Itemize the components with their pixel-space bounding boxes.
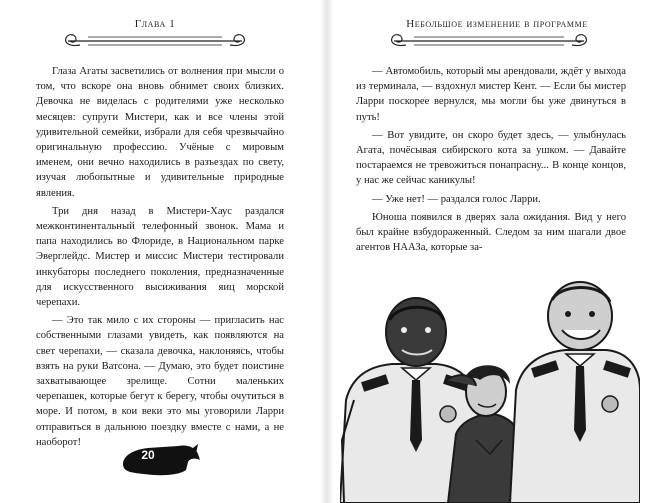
paragraph: — Уже нет! — раздался голос Ларри. [372, 193, 541, 205]
paragraph: — Автомобиль, который мы арендовали, ждёт у выхода из терминала, — вздохнул мистер Кент. — Если бы мистер Ларри поскорее вернулся, мы могли бы уже двинуться в путь! [356, 66, 626, 123]
left-body-text [36, 64, 284, 453]
running-head-right: Небольшое изменение в программе [406, 18, 588, 30]
running-head-left: Глава 1 [134, 18, 176, 30]
paragraph: — Это так мило с их стороны — пригласить нас собственными глазами увидеть, как появляются на свет черепахи, — сказала девочка, наклоняясь, чтобы взять на руки Ватсона. — Думаю, это будет поистине захватывающее зрелище. Сотни маленьких черепашек, которые бегут к берегу, чтобы очутиться в море. И потом, в кои веки это мы уговорили Ларри отправиться в дальнюю поездку вместе с нами, а не наоборот! [36, 315, 284, 448]
illustration-agents-and-boy [340, 280, 640, 503]
right-body-text [356, 64, 626, 258]
ornament-divider-left [58, 31, 252, 51]
paragraph: Глаза Агаты засветились от волнения при мысли о том, что вскоре она вновь обнимет своих близких. Девочка не виделась с родителями уже несколько месяцев: супруги Мистери, как и все члены этой удивительной семейки, избрали для себя чрезвычайно оригинальную профессию. Учёные с мировым именем, они вечно находились в разъездах по свету, изучая любопытные и удивительные природные явления. [36, 66, 284, 199]
agent-right-figure [510, 282, 640, 503]
page-number: 20 [141, 448, 155, 462]
paragraph: Три дня назад в Мистери-Хаус раздался межконтинентальный телефонный звонок. Мама и папа находились во Флориде, в Национальном парке Эверглейдс. Мистер и миссис Мистери тестировали инкубаторы последнего поколения, предназначенные для искусственного высиживания яиц морской черепахи. [36, 205, 284, 309]
paragraph: — Вот увидите, он скоро будет здесь, — улыбнулась Агата, почёсывая сибирского кота за ушком. — Давайте постараемся не тревожиться понапрасну... В конце концов, у нас же сейчас каникулы! [356, 129, 626, 187]
ornament-divider-right [384, 31, 594, 51]
paragraph: Юноша появился в дверях зала ожидания. Вид у него был крайне взбудораженный. Следом за ним шагали двое агентов НААЗа, которые за- [356, 211, 626, 254]
